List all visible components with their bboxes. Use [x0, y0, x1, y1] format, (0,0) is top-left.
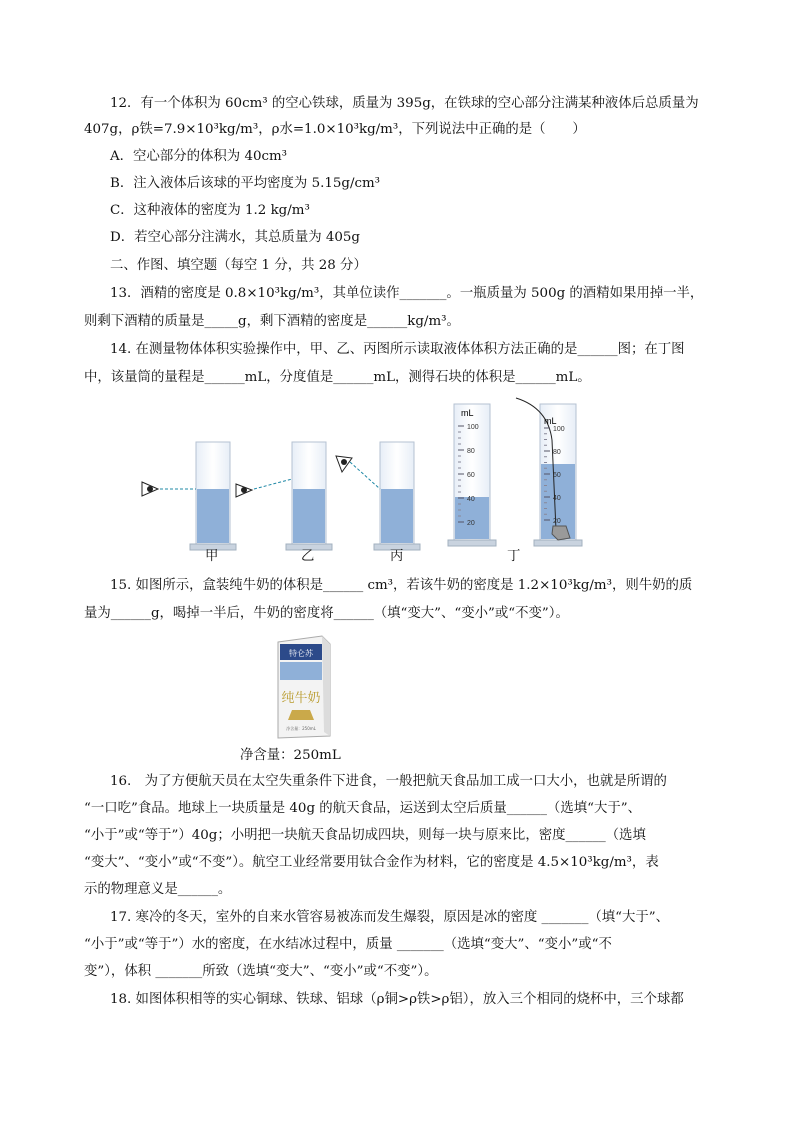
q15-line1: 15. 如图所示，盒装纯牛奶的体积是______ cm³，若该牛奶的密度是 1.2×10³kg/m³，则牛奶的质: [110, 578, 693, 593]
q16-line4: “变大”、“变小”或“不变”）。航空工业经常要用钛合金作为材料，它的密度是 4.5×10³kg/m³，表: [84, 855, 659, 870]
brand-text: 特仑苏: [289, 649, 313, 658]
unit-label: mL: [544, 416, 557, 426]
scale-number: 40: [553, 495, 561, 502]
scale-number: 20: [553, 518, 561, 525]
q17-line2: “小于”或“等于”）水的密度，在水结冰过程中，质量 _______（选填“变大”、“变小”或“不: [84, 937, 612, 952]
scale-number: 60: [467, 472, 475, 479]
eye-icon: [336, 456, 352, 472]
q16-line3: “小于”或“等于”）40g；小明把一块航天食品切成四块，则每一块与原来比，密度______（选填: [84, 828, 646, 843]
q16-line1: 16. 为了方便航天员在太空失重条件下进食，一般把航天食品加工成一口大小，也就是所谓的: [110, 774, 667, 789]
unit-label: mL: [461, 408, 474, 418]
q14-line1: 14. 在测量物体体积实验操作中，甲、乙、丙图所示读取液体体积方法正确的是______图；在丁图: [110, 342, 685, 357]
milk-carton-image: [270, 632, 340, 742]
scale-number: 100: [553, 426, 565, 433]
cylinder-bing: [336, 442, 420, 550]
q12-line1: 12．有一个体积为 60cm³ 的空心铁球，质量为 395g，在铁球的空心部分注满某种液体后总质量为: [110, 96, 699, 111]
eye-icon: [236, 484, 252, 497]
q17-line1: 17. 寒冷的冬天，室外的自来水管容易被冻而发生爆裂，原因是冰的密度 _______（填“大于”、: [110, 910, 670, 925]
q13-line1: 13．酒精的密度是 0.8×10³kg/m³，其单位读作_______。一瓶质量为 500g 的酒精如果用掉一半，: [110, 286, 704, 301]
q12-option-b: B．注入液体后该球的平均密度为 5.15g/cm³: [110, 176, 381, 191]
q12-option-c: C．这种液体的密度为 1.2 kg/m³: [110, 203, 310, 218]
scale-number: 80: [553, 449, 561, 456]
section-heading: 二、作图、填空题（每空 1 分，共 28 分）: [110, 258, 367, 273]
q18-line1: 18. 如图体积相等的实心铜球、铁球、铝球（ρ铜>ρ铁>ρ铝），放入三个相同的烧杯中，三个球都: [110, 992, 684, 1007]
carton-small-text: 净含量：250mL: [286, 726, 316, 731]
scale-number: 20: [467, 520, 475, 527]
q15-line2: 量为______g，喝掉一半后，牛奶的密度将______（填“变大”、“变小”或“不变”）。: [84, 606, 569, 621]
scale-number: 40: [467, 496, 475, 503]
scale-number: 80: [467, 448, 475, 455]
cylinder-yi: [236, 442, 332, 550]
label-bing: 丙: [390, 549, 404, 564]
eye-icon: [142, 482, 158, 496]
q12-option-d: D．若空心部分注满水，其总质量为 405g: [110, 230, 360, 245]
q14-line2: 中，该量筒的量程是______mL，分度值是______mL，测得石块的体积是______mL。: [84, 370, 591, 385]
scale-number: 100: [467, 424, 479, 431]
carton-name-text: 纯牛奶: [281, 691, 321, 706]
cylinder-jia: [142, 442, 236, 550]
scale-number: 60: [553, 472, 561, 479]
q17-line3: 变”），体积 _______所致（选填“变大”、“变小”或“不变”）。: [84, 964, 438, 979]
q12-line2: 407g，ρ铁=7.9×10³kg/m³，ρ水=1.0×10³kg/m³，下列说法中正确的是（ ）: [84, 122, 586, 137]
label-ding: 丁: [507, 549, 521, 564]
q16-line5: 示的物理意义是______。: [84, 882, 232, 897]
label-yi: 乙: [301, 549, 315, 564]
milk-caption: 净含量：250mL: [240, 748, 341, 763]
q13-line2: 则剩下酒精的质量是_____g，剩下酒精的密度是______kg/m³。: [84, 314, 460, 329]
label-jia: 甲: [205, 549, 219, 564]
q16-line2: “一口吃”食品。地球上一块质量是 40g 的航天食品，运送到太空后质量______（选填“大于”、: [84, 801, 641, 816]
q12-option-a: A．空心部分的体积为 40cm³: [110, 149, 288, 164]
